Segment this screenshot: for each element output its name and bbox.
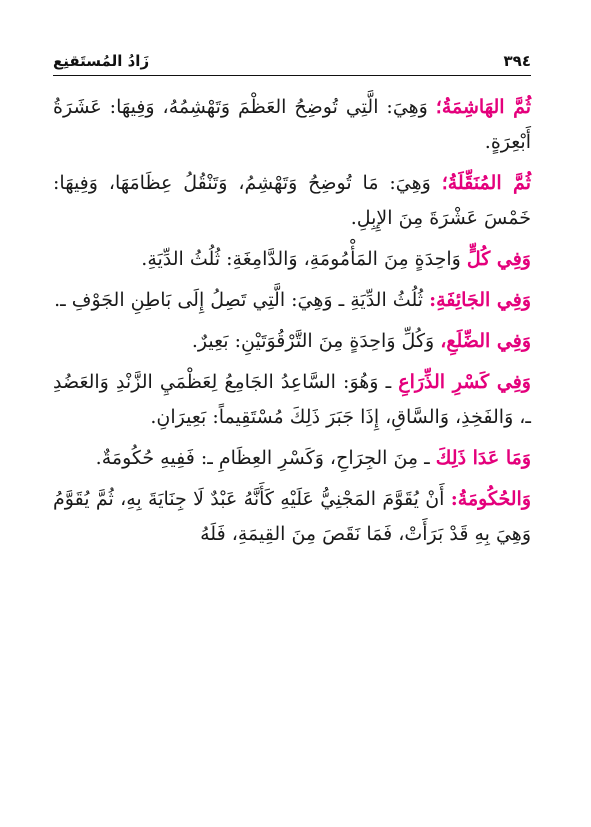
page-number: ٣٩٤ (503, 52, 531, 70)
term-hashima: ثُمَّ الهَاشِمَةُ؛ (435, 96, 531, 118)
term-kull: وَفِي كُلٍّ (466, 248, 531, 270)
text-ma-ada: ـ مِنَ الجِرَاحِ، وَكَسْرِ العِظَامِ ـ: فَفِيهِ حُكُومَةٌ. (95, 447, 436, 469)
header-rule (53, 75, 531, 76)
paragraph-jaifa (53, 283, 531, 318)
paragraph-mamuma (53, 242, 531, 277)
paragraph-dhira (53, 365, 531, 435)
page-body (53, 90, 531, 558)
page-header (53, 42, 531, 70)
term-dila: وَفِي الضِّلَعِ، (440, 330, 531, 352)
paragraph-hukuma (53, 482, 531, 552)
text-mamuma: وَاحِدَةٍ مِنَ المَأْمُومَةِ، وَالدَّامِغَةِ: ثُلُثُ الدِّيَةِ. (141, 248, 467, 270)
text-hashima: وَهِيَ: الَّتِي تُوضِحُ العَظْمَ وَتَهْشِمُهُ، وَفِيهَا: عَشَرَةُ أَبْعِرَةٍ. (53, 96, 531, 153)
text-hukuma: أَنْ يُقَوَّمَ المَجْنِيُّ عَلَيْهِ كَأَنَّهُ عَبْدٌ لَا جِنَايَةَ بِهِ، ثُمَّ يُقَوَّمُ وَهِيَ بِهِ قَدْ بَرَأَتْ، فَمَا نَقَصَ مِنَ القِيمَةِ، فَلَهُ (53, 488, 531, 545)
text-jaifa: ثُلُثُ الدِّيَةِ ـ وَهِيَ: الَّتِي تَصِلُ إِلَى بَاطِنِ الجَوْفِ ـ. (54, 289, 430, 311)
term-munaqqila: ثُمَّ المُنَقِّلَةُ؛ (441, 172, 531, 194)
text-munaqqila: وَهِيَ: مَا تُوضِحُ وَتَهْشِمُ، وَتَنْقُلُ عِظَامَهَا، وَفِيهَا: خَمْسَ عَشْرَةَ مِنَ الإِبِلِ. (53, 172, 531, 229)
paragraph-hashima (53, 90, 531, 160)
text-dhira: ـ وَهُوَ: السَّاعِدُ الجَامِعُ لِعَظْمَيِ الزَّنْدِ وَالعَضُدِ ـ، وَالفَخِذِ، وَالسَّاقِ، إِذَا جَبَرَ ذَلِكَ مُسْتَقِيماً: بَعِيرَانِ. (53, 371, 531, 428)
paragraph-ma-ada (53, 441, 531, 476)
term-hukuma: وَالحُكُومَةُ: (450, 488, 531, 510)
term-ma-ada: وَمَا عَدَا ذَلِكَ (435, 447, 531, 469)
paragraph-dila (53, 324, 531, 359)
term-jaifa: وَفِي الجَائِفَةِ: (429, 289, 531, 311)
running-title: زَادُ المُستَقنِع (53, 52, 150, 70)
term-dhira: وَفِي كَسْرِ الذِّرَاعِ (398, 371, 531, 393)
text-dila: وَكُلِّ وَاحِدَةٍ مِنَ التَّرْقُوَتَيْنِ: بَعِيرٌ. (191, 330, 441, 352)
paragraph-munaqqila (53, 166, 531, 236)
